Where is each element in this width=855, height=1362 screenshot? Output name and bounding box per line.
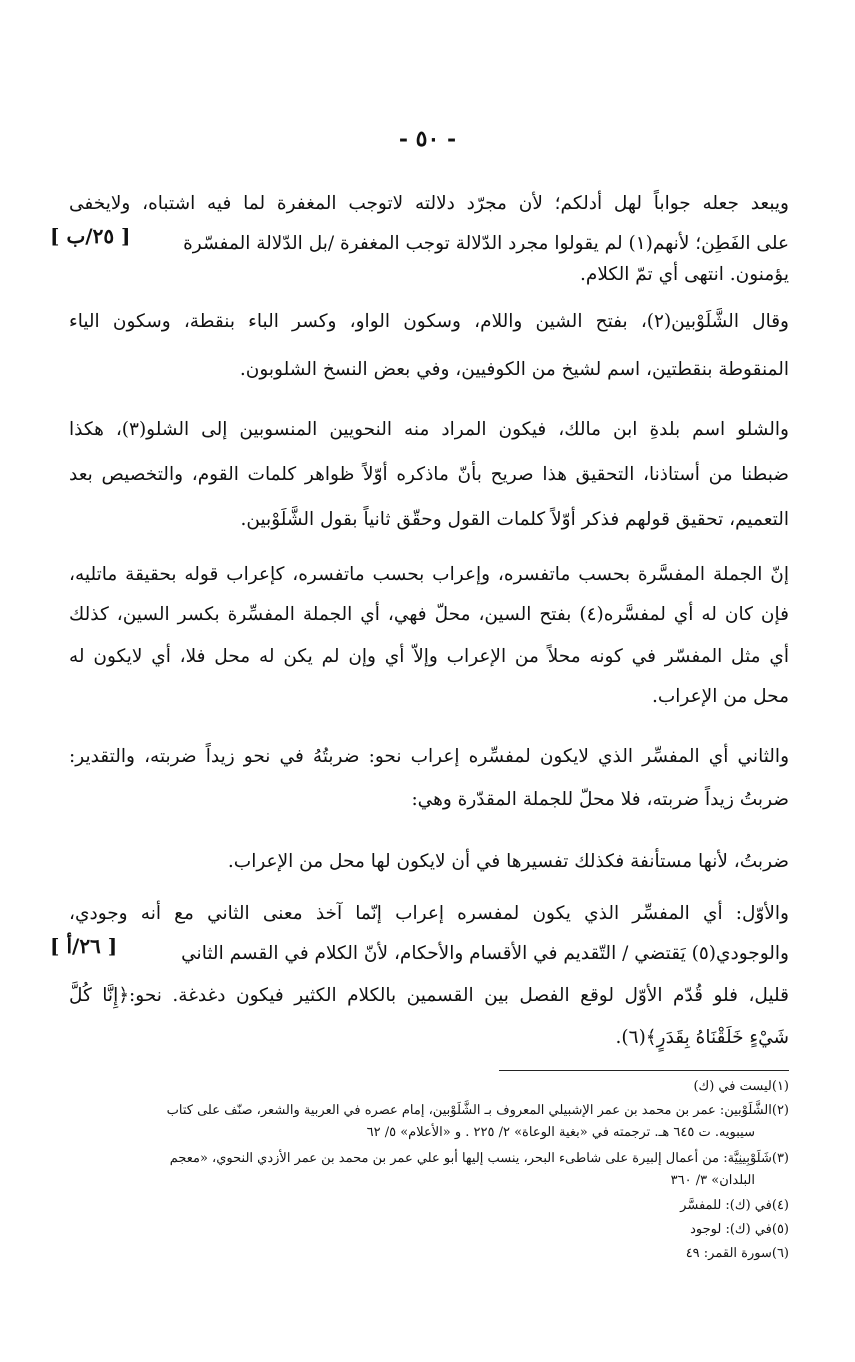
text-line: والوجودي(٥) يَقتضي / التّقديم في الأقسام والأحكام، لأنّ الكلام في القسم الثاني xyxy=(181,943,789,964)
text-line: التعميم، تحقيق قولهم فذكر أوّلاً كلمات القول وحقّق ثانياً بقول الشَّلَوْبين. xyxy=(240,509,789,530)
text-line: وقال الشَّلَوْبين(٢)، بفتح الشين واللام، وسكون الواو، وكسر الباء بنقطة، وسكون الياء xyxy=(69,311,789,332)
footnote: البلدان» ٣/ ٣٦٠ xyxy=(670,1173,755,1188)
text-line: قليل، فلو قُدّم الأوّل لوقع الفصل بين القسمين بالكلام الكثير فيكون دغدغة. نحو:﴿إِنَّا كُلَّ xyxy=(69,985,789,1006)
page-number: - ٥٠ - xyxy=(398,126,457,152)
text-line: محل من الإعراب. xyxy=(652,686,789,707)
text-line: شَيْءٍ خَلَقْنَاهُ بِقَدَرٍ﴾(٦). xyxy=(615,1027,789,1048)
footnote: (١)ليست في (ك) xyxy=(693,1079,789,1094)
text-line: فإن كان له أي لمفسَّره(٤) بفتح السين، محلّ فهي، أي الجملة المفسِّرة بكسر السين، كذلك xyxy=(69,604,789,625)
text-line: المنقوطة بنقطتين، اسم لشيخ من الكوفيين، وفي بعض النسخ الشلوبون. xyxy=(239,359,789,380)
text-line: ضربتُ زيداً ضربته، فلا محلّ للجملة المقدّرة وهي: xyxy=(411,789,789,810)
text-line: ضبطنا من أستاذنا، التحقيق هذا صريح بأنّ ماذكره أوّلاً ظواهر كلمات القوم، والتخصيص بعد xyxy=(69,464,789,485)
text-line: إنّ الجملة المفسَّرة بحسب ماتفسره، وإعراب بحسب ماتفسره، كإعراب قوله بحقيقة ماتليه، xyxy=(69,564,789,585)
folio-marker: [ ٢٥/ب ] xyxy=(50,224,131,248)
footnote: (٢)الشَّلَوْبين: عمر بن محمد بن عمر الإشبيلي المعروف بـ الشَّلَوْبين، إمام عصره في العربية والشعر، صنّف على كتاب xyxy=(166,1103,789,1118)
text-line: والشلو اسم بلدةِ ابن مالك، فيكون المراد منه النحويين المنسوبين إلى الشلو(٣)، هكذا xyxy=(69,419,789,440)
footnote-separator xyxy=(499,1070,789,1071)
footnote: (٣)شَلَوْبِينِيَّة: من أعمال إلبيرة على شاطىء البحر، ينسب إليها أبو علي عمر بن محمد بن عمر الأزدي النحوي، «معجم xyxy=(169,1151,789,1166)
text-line: على الفَطِن؛ لأنهم(١) لم يقولوا مجرد الدّلالة توجب المغفرة /بل الدّلالة المفسّرة xyxy=(183,233,789,254)
footnote: (٥)في (ك): لوجود xyxy=(690,1222,789,1237)
text-line: والثاني أي المفسِّر الذي لايكون لمفسِّره إعراب نحو: ضربتُهُ في نحو زيداً ضربته، والتقدير: xyxy=(69,746,789,767)
folio-marker: [ ٢٦/أ ] xyxy=(50,934,118,958)
footnote: سيبويه. ت ٦٤٥ هـ. ترجمته في «بغية الوعاة» ٢/ ٢٢٥ . و «الأعلام» ٥/ ٦٢ xyxy=(366,1125,755,1140)
text-line: والأوّل: أي المفسِّر الذي يكون لمفسره إعراب إنّما آخذ معنى الثاني مع أنه وجودي، xyxy=(69,903,789,924)
text-line: يؤمنون. انتهى أي تمّ الكلام. xyxy=(579,264,789,285)
text-line: ضربتُ، لأنها مستأنفة فكذلك تفسيرها في أن لايكون لها محل من الإعراب. xyxy=(227,851,789,872)
footnote: (٤)في (ك): للمفسَّر xyxy=(680,1198,789,1213)
text-line: أي مثل المفسّر في كونه محلاً من الإعراب وإلاّ أي وإن لم يكن له محل فلا، أي لايكون له xyxy=(69,646,789,667)
footnote: (٦)سورة القمر: ٤٩ xyxy=(685,1246,789,1261)
text-line: ويبعد جعله جواباً لهل أدلكم؛ لأن مجرّد دلالته لاتوجب المغفرة لما فيه اشتباه، ولايخفى xyxy=(69,193,789,214)
